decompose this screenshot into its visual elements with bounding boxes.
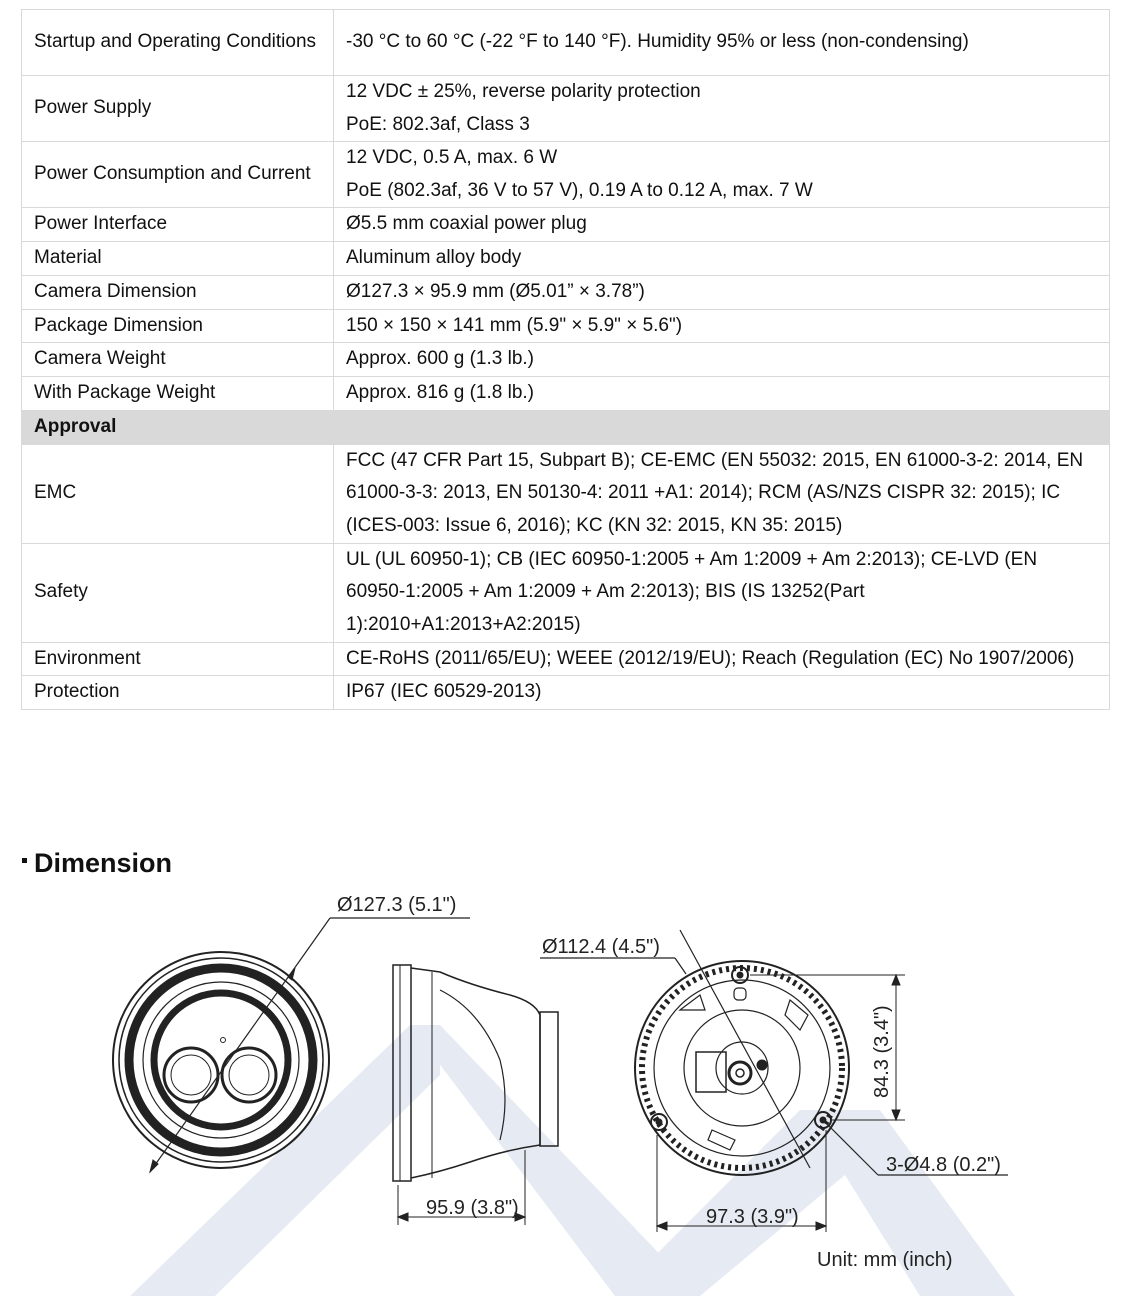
spec-label: Camera Dimension	[22, 275, 334, 309]
spec-row	[22, 208, 1110, 242]
spec-label: Environment	[22, 642, 334, 676]
spec-row	[22, 377, 1110, 411]
spec-value: -30 °C to 60 °C (-22 °F to 140 °F). Humidity 95% or less (non-condensing)	[334, 10, 1110, 76]
spec-label: With Package Weight	[22, 377, 334, 411]
spec-value: 150 × 150 × 141 mm (5.9" × 5.9" × 5.6")	[334, 309, 1110, 343]
dimension-drawing	[0, 880, 1128, 1296]
spec-label: Material	[22, 242, 334, 276]
spec-row	[22, 76, 1110, 142]
spec-row	[22, 543, 1110, 642]
spec-value: UL (UL 60950-1); CB (IEC 60950-1:2005 + Am 1:2009 + Am 2:2013); CE-LVD (EN 60950-1:2005 + Am 1:2009 + Am 2:2013); BIS (IS 13252(Part 1):2010+A1:2013+A2:2015)	[334, 543, 1110, 642]
spec-row	[22, 142, 1110, 208]
spec-row	[22, 275, 1110, 309]
spec-value: Aluminum alloy body	[334, 242, 1110, 276]
spec-label: Power Consumption and Current	[22, 142, 334, 208]
spec-row	[22, 343, 1110, 377]
spec-row	[22, 642, 1110, 676]
spec-label: Safety	[22, 543, 334, 642]
spec-row	[22, 10, 1110, 76]
spec-value: Ø5.5 mm coaxial power plug	[334, 208, 1110, 242]
spec-value: IP67 (IEC 60529-2013)	[334, 676, 1110, 710]
dimension-heading-text: Dimension	[34, 848, 173, 878]
spec-label: Power Interface	[22, 208, 334, 242]
spec-row	[22, 309, 1110, 343]
base-height-label: 84.3 (3.4")	[871, 1005, 893, 1098]
section-header-row	[22, 411, 1110, 445]
front-diameter-label: Ø127.3 (5.1")	[337, 894, 457, 916]
section-header-approval: Approval	[22, 411, 1110, 445]
spec-row	[22, 444, 1110, 543]
spec-value: FCC (47 CFR Part 15, Subpart B); CE-EMC (EN 55032: 2015, EN 61000-3-2: 2014, EN 61000-3-3: 2013, EN 50130-4: 2011 +A1: 2014); RCM (AS/NZS CISPR 32: 2015); IC (ICES-003: Issue 6, 2016); KC (KN 32: 2015, KN 35: 2015)	[334, 444, 1110, 543]
spec-row	[22, 676, 1110, 710]
spec-value: CE-RoHS (2011/65/EU); WEEE (2012/19/EU); Reach (Regulation (EC) No 1907/2006)	[334, 642, 1110, 676]
bullet-icon	[22, 858, 27, 863]
specifications-table	[21, 9, 1110, 710]
spec-label: Protection	[22, 676, 334, 710]
mounting-holes-label: 3-Ø4.8 (0.2")	[886, 1154, 1001, 1176]
spec-label: Camera Weight	[22, 343, 334, 377]
dimension-heading	[22, 848, 172, 879]
spec-label: EMC	[22, 444, 334, 543]
spec-label: Startup and Operating Conditions	[22, 10, 334, 76]
spec-label: Power Supply	[22, 76, 334, 142]
spec-value: Approx. 816 g (1.8 lb.)	[334, 377, 1110, 411]
spec-value: 12 VDC ± 25%, reverse polarity protection PoE: 802.3af, Class 3	[334, 76, 1110, 142]
spec-value: Ø127.3 × 95.9 mm (Ø5.01” × 3.78”)	[334, 275, 1110, 309]
unit-label: Unit: mm (inch)	[817, 1249, 953, 1271]
base-width-label: 97.3 (3.9")	[706, 1206, 799, 1228]
spec-value: 12 VDC, 0.5 A, max. 6 W PoE (802.3af, 36 V to 57 V), 0.19 A to 0.12 A, max. 7 W	[334, 142, 1110, 208]
spec-row	[22, 242, 1110, 276]
side-depth-label: 95.9 (3.8")	[426, 1197, 519, 1219]
base-diameter-label: Ø112.4 (4.5")	[542, 936, 660, 958]
spec-label: Package Dimension	[22, 309, 334, 343]
spec-value: Approx. 600 g (1.3 lb.)	[334, 343, 1110, 377]
